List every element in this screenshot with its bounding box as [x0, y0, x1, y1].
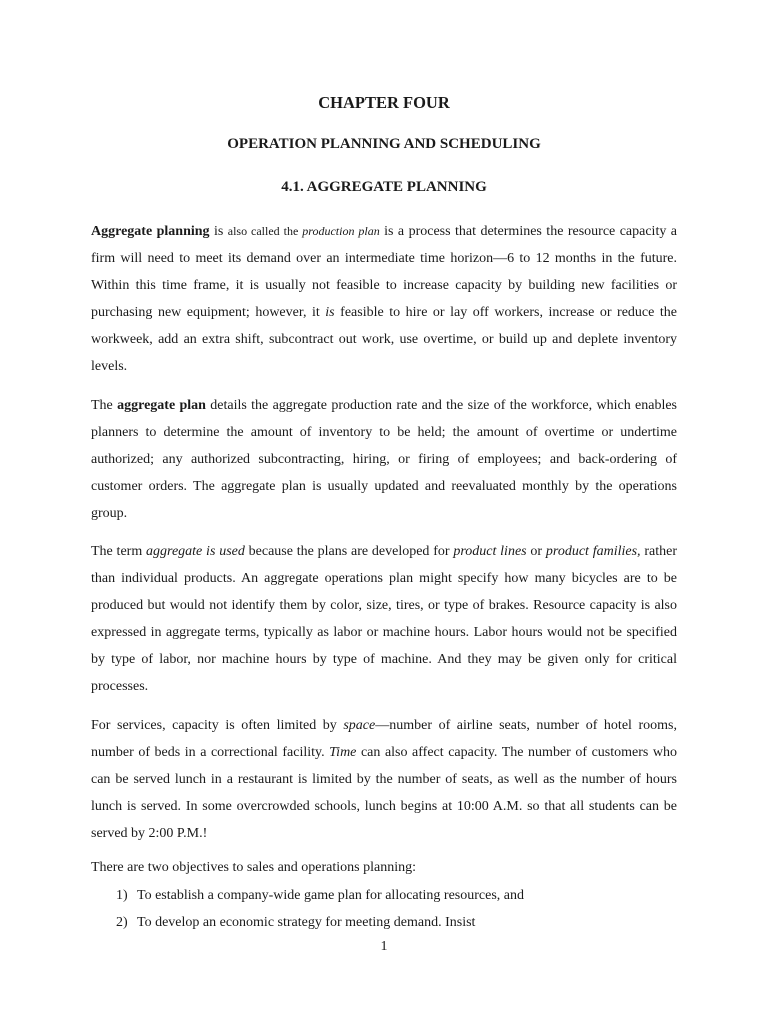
chapter-title: OPERATION PLANNING AND SCHEDULING — [227, 136, 541, 152]
list-item: 1) To establish a company-wide game plan for allocating resources, and — [116, 888, 524, 903]
objectives-list — [116, 882, 676, 936]
term-aggregate-planning: Aggregate planning — [91, 224, 210, 239]
paragraph-objectives-intro: There are two objectives to sales and operations planning: — [91, 860, 417, 875]
paragraph-aggregate-term: The term aggregate is used because the plans are developed for product lines or product families, rather than individual products. An aggregate operations plan might specify how many bicycles are to be produced but would not identify them by color, size, tires, or type of brakes. Resource capacity is also expressed in aggregate terms, typically as labor or machine hours. Labor hours would not be specified by type of labor, nor machine hours by type of machine. And they may be given only for critical processes. — [91, 544, 677, 694]
list-item: 2) To develop an economic strategy for meeting demand. Insist — [116, 915, 476, 930]
term-aggregate-plan: aggregate plan — [117, 398, 206, 413]
page-number: 1 — [380, 939, 388, 954]
paragraph-aggregate-plan: The aggregate plan details the aggregate production rate and the size of the workforce, which enables planners to determine the amount of inventory to be held; the amount of overtime or undertime authorized; any authorized subcontracting, hiring, or firing of employees; and back-ordering of customer orders. The aggregate plan is usually updated and reevaluated monthly by the operations group. — [91, 398, 678, 521]
chapter-heading: CHAPTER FOUR — [318, 93, 450, 112]
term-production-plan: production plan — [302, 224, 380, 238]
section-title: 4.1. AGGREGATE PLANNING — [281, 179, 487, 195]
paragraph-aggregate-planning: Aggregate planning is also called the production plan is a process that determines the resource capacity a firm will need to meet its demand over an intermediate time horizon—6 to 12 months in the future. Within this time frame, it is usually not feasible to increase capacity by building new facilities or purchasing new equipment; however, it is feasible to hire or lay off workers, increase or reduce the workweek, add an extra shift, subcontract out work, use overtime, or build up and deplete inventory levels. — [91, 224, 677, 374]
paragraph-services-capacity: For services, capacity is often limited by space—number of airline seats, number of hotel rooms, number of beds in a correctional facility. Time can also affect capacity. The number of customers who can be served lunch in a restaurant is limited by the number of seats, as well as the number of hours lunch is served. In some overcrowded schools, lunch begins at 10:00 A.M. so that all students can be served by 2:00 P.M.! — [91, 718, 678, 841]
